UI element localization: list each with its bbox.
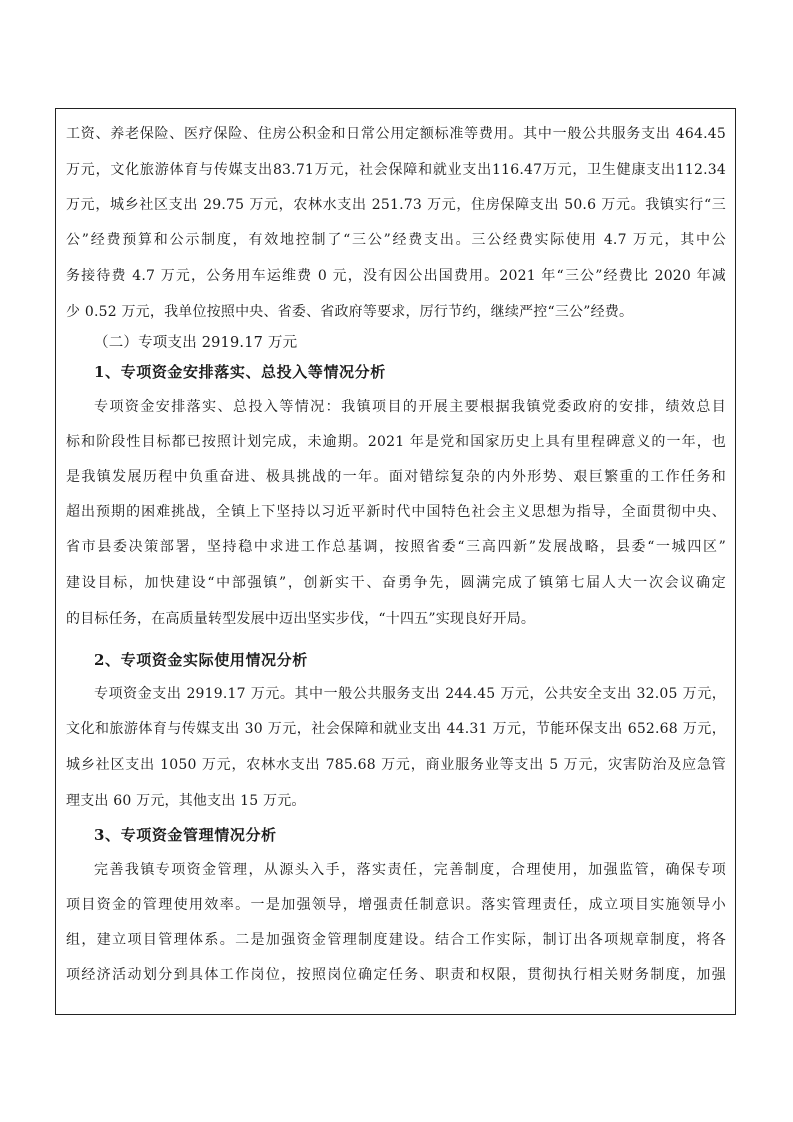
- section-heading-2: 2、专项资金实际使用情况分析: [94, 651, 308, 669]
- paragraph2-line: 超出预期的困难挑战，全镇上下坚持以习近平新时代中国特色社会主义思想为指导，全面贯彻中央、: [66, 504, 726, 520]
- paragraph1-line: 万元，文化旅游体育与传媒支出83.71万元，社会保障和就业支出116.47万元，卫生健康支出112.34: [66, 162, 726, 178]
- paragraph2-line: 省市县委决策部署，坚持稳中求进工作总基调，按照省委“三高四新”发展战略，县委“一城四区”: [66, 539, 726, 555]
- paragraph3-line: 理支出 60 万元，其他支出 15 万元。: [66, 793, 306, 809]
- paragraph1-line: 公”经费预算和公示制度，有效地控制了“三公”经费支出。三公经费实际使用 4.7 万元，其中公: [66, 232, 726, 248]
- paragraph3-line: 文化和旅游体育与传媒支出 30 万元，社会保障和就业支出 44.31 万元，节能环保支出 652.68 万元，: [66, 721, 726, 737]
- paragraph4-line: 项目资金的管理使用效率。一是加强领导，增强责任制意识。落实管理责任，成立项目实施领导小: [66, 897, 726, 913]
- paragraph4-line: 组，建立项目管理体系。二是加强资金管理制度建设。结合工作实际，制订出各项规章制度，将各: [66, 932, 726, 948]
- paragraph1-line: 工资、养老保险、医疗保险、住房公积金和日常公用定额标准等费用。其中一般公共服务支出 464.45: [66, 126, 726, 142]
- paragraph2-line: 是我镇发展历程中负重奋进、极具挑战的一年。面对错综复杂的内外形势、艰巨繁重的工作任务和: [66, 469, 726, 485]
- special-expenditure-heading: （二）专项支出 2919.17 万元: [94, 335, 298, 351]
- paragraph4-line: 完善我镇专项资金管理，从源头入手，落实责任，完善制度，合理使用，加强监管，确保专项: [94, 862, 726, 878]
- paragraph1-line: 少 0.52 万元，我单位按照中央、省委、省政府等要求，厉行节约，继续严控“三公”经费。: [66, 304, 634, 320]
- paragraph3-line: 专项资金支出 2919.17 万元。其中一般公共服务支出 244.45 万元，公共安全支出 32.05 万元，: [94, 686, 726, 702]
- paragraph2-line: 专项资金安排落实、总投入等情况：我镇项目的开展主要根据我镇党委政府的安排，绩效总目: [94, 399, 726, 415]
- paragraph4-line: 项经济活动划分到具体工作岗位，按照岗位确定任务、职责和权限，贯彻执行相关财务制度，加强: [66, 967, 726, 983]
- paragraph2-line: 的目标任务，在高质量转型发展中迈出坚实步伐，“十四五”实现良好开局。: [66, 611, 536, 627]
- paragraph1-line: 万元，城乡社区支出 29.75 万元，农林水支出 251.73 万元，住房保障支出 50.6 万元。我镇实行“三: [66, 197, 726, 213]
- paragraph3-line: 城乡社区支出 1050 万元，农林水支出 785.68 万元，商业服务业等支出 5 万元，灾害防治及应急管: [66, 757, 726, 773]
- paragraph2-line: 建设目标，加快建设“中部强镇”，创新实干、奋勇争先，圆满完成了镇第七届人大一次会议确定: [66, 575, 726, 591]
- section-heading-3: 3、专项资金管理情况分析: [94, 826, 277, 844]
- section-heading-1: 1、专项资金安排落实、总投入等情况分析: [94, 363, 386, 381]
- paragraph1-line: 务接待费 4.7 万元，公务用车运维费 0 元，没有因公出国费用。2021 年“三公”经费比 2020 年减: [66, 268, 726, 284]
- paragraph2-line: 标和阶段性目标都已按照计划完成，未逾期。2021 年是党和国家历史上具有里程碑意义的一年，也: [66, 434, 726, 450]
